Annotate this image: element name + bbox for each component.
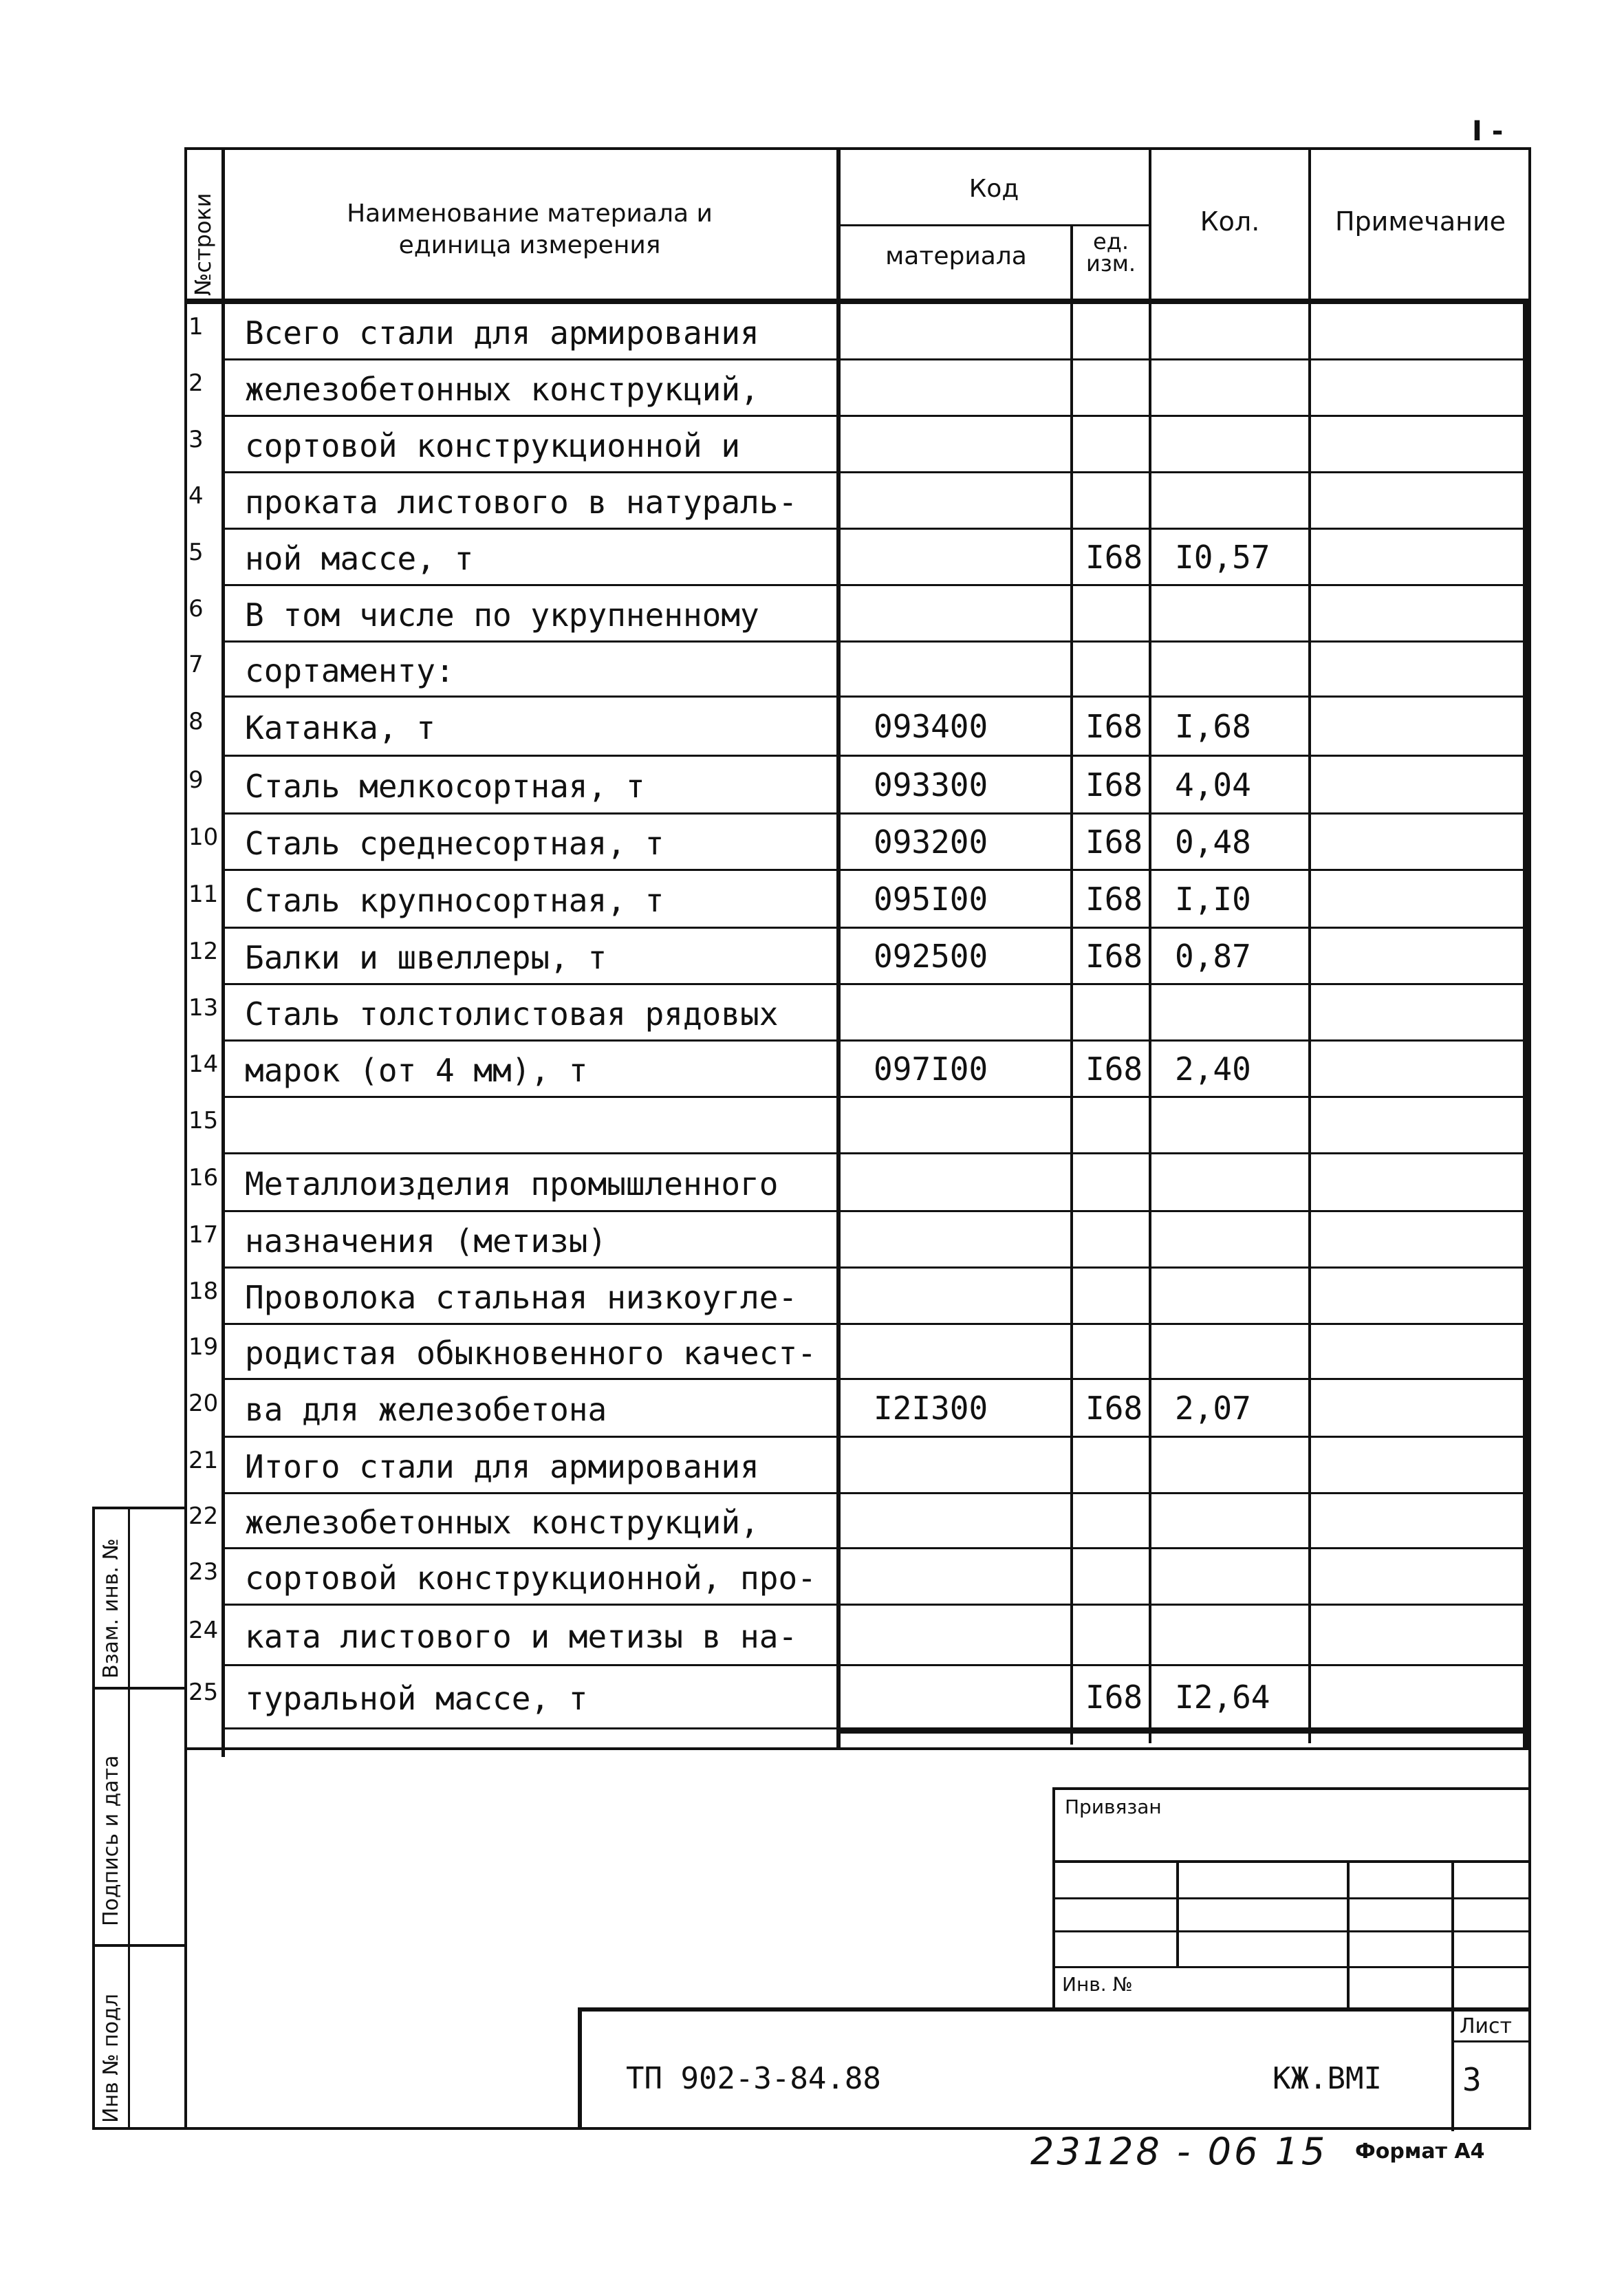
quantity: 0,48 — [1175, 823, 1251, 861]
row-number: 4 — [188, 482, 204, 510]
row-number: 16 — [188, 1164, 219, 1192]
header-name-line2: единица измерения — [398, 231, 661, 259]
material-code: 095I00 — [874, 881, 988, 918]
table-row — [184, 473, 1531, 530]
material-name: марок (от 4 мм), т — [245, 1052, 588, 1089]
quantity: 4,04 — [1175, 766, 1251, 804]
table-row — [184, 360, 1531, 417]
unit-code: I68 — [1085, 881, 1143, 918]
table-row — [184, 757, 1531, 815]
row-number: 3 — [188, 426, 204, 453]
table-row — [184, 1606, 1531, 1666]
table-row — [184, 1494, 1531, 1549]
unit-code: I68 — [1085, 938, 1143, 975]
material-code: 093400 — [874, 708, 988, 745]
row-number: 25 — [188, 1679, 219, 1706]
row-number: 1 — [188, 313, 204, 341]
page-mark: I - — [1472, 116, 1504, 147]
row-number: 20 — [188, 1390, 219, 1417]
table-row — [184, 1269, 1531, 1325]
sheet-number: 3 — [1462, 2061, 1482, 2098]
row-number: 9 — [188, 766, 204, 794]
stamp-podpis-data: Подпись и дата — [99, 1755, 123, 1926]
material-code: 093300 — [874, 766, 988, 804]
header-row-no: №строки — [190, 193, 216, 296]
unit-code: I68 — [1085, 1050, 1143, 1088]
material-name: ката листового и метизы в на- — [245, 1618, 798, 1655]
table-row — [184, 1098, 1531, 1154]
material-name: родистая обыкновенного качест- — [245, 1335, 816, 1372]
row-number: 14 — [188, 1050, 219, 1078]
row-number: 8 — [188, 708, 204, 735]
material-name: Металлоизделия промышленного — [245, 1165, 779, 1203]
header-unit-line1: ед. — [1093, 228, 1129, 255]
format-label: Формат А4 — [1355, 2139, 1485, 2164]
header-qty: Кол. — [1200, 206, 1260, 237]
handwritten-number: 23128 - 06 15 — [1030, 2130, 1328, 2173]
header-note: Примечание — [1334, 206, 1506, 237]
table-row — [184, 929, 1531, 985]
table-row — [184, 1212, 1531, 1269]
header-unit-line2: изм. — [1085, 250, 1136, 277]
row-number: 11 — [188, 881, 219, 908]
table-row — [184, 417, 1531, 473]
material-name: сортовой конструкционной и — [245, 427, 741, 464]
table-row — [184, 1549, 1531, 1606]
table-row — [184, 985, 1531, 1042]
material-name: сортаменту: — [245, 652, 455, 689]
material-name: В том числе по укрупненному — [245, 596, 759, 634]
unit-code: I68 — [1085, 1390, 1143, 1427]
row-number: 22 — [188, 1502, 219, 1530]
header-material: материала — [885, 242, 1027, 270]
material-name: Сталь крупносортная, т — [245, 882, 664, 919]
unit-code: I68 — [1085, 766, 1143, 804]
stamp-inv-podl: Инв № подл — [99, 1994, 123, 2123]
material-name: ной массе, т — [245, 540, 474, 577]
table-row — [184, 1666, 1531, 1729]
row-number: 10 — [188, 823, 219, 851]
material-name: назначения (метизы) — [245, 1222, 607, 1260]
row-number: 23 — [188, 1558, 219, 1586]
unit-code: I68 — [1085, 539, 1143, 576]
table-row — [184, 1325, 1531, 1380]
table-row — [184, 815, 1531, 871]
document-mark: КЖ.ВМI — [1273, 2061, 1382, 2096]
material-name: Сталь среднесортная, т — [245, 825, 664, 862]
material-name: Всего стали для армирования — [245, 314, 759, 352]
inv-no-label: Инв. № — [1062, 1973, 1133, 1996]
row-number: 2 — [188, 369, 204, 397]
table-row — [184, 530, 1531, 586]
header-name-line1: Наименование материала и — [347, 200, 713, 228]
table-row — [184, 643, 1531, 698]
material-name: проката листового в натураль- — [245, 484, 798, 521]
quantity: I,68 — [1175, 708, 1251, 745]
material-name: туральной массе, т — [245, 1680, 588, 1717]
row-number: 15 — [188, 1107, 219, 1134]
table-row — [184, 1438, 1531, 1494]
table-row — [184, 698, 1531, 757]
material-name: Катанка, т — [245, 709, 435, 746]
material-name: Сталь мелкосортная, т — [245, 768, 645, 805]
sheet-label: Лист — [1460, 2014, 1513, 2038]
material-name: Балки и швеллеры, т — [245, 939, 607, 976]
quantity: 2,07 — [1175, 1390, 1251, 1427]
material-code: I2I300 — [874, 1390, 988, 1427]
material-name: железобетонных конструкций, — [245, 1504, 759, 1541]
row-number: 24 — [188, 1617, 219, 1644]
quantity: I0,57 — [1175, 539, 1270, 576]
unit-code: I68 — [1085, 823, 1143, 861]
row-number: 12 — [188, 938, 219, 965]
quantity: 0,87 — [1175, 938, 1251, 975]
row-number: 6 — [188, 595, 204, 623]
material-name: Сталь толстолистовая рядовых — [245, 995, 779, 1033]
table-row — [184, 586, 1531, 643]
row-number: 5 — [188, 539, 204, 566]
table-row — [184, 1042, 1531, 1098]
material-name: железобетонных конструкций, — [245, 371, 759, 408]
row-number: 13 — [188, 994, 219, 1022]
quantity: I2,64 — [1175, 1679, 1270, 1716]
material-code: 092500 — [874, 938, 988, 975]
unit-code: I68 — [1085, 708, 1143, 745]
material-name: Проволока стальная низкоугле- — [245, 1279, 798, 1316]
table-row — [184, 871, 1531, 929]
material-name: ва для железобетона — [245, 1391, 607, 1428]
row-number: 19 — [188, 1333, 219, 1361]
row-number: 21 — [188, 1447, 219, 1474]
quantity: I,I0 — [1175, 881, 1251, 918]
table-row — [184, 304, 1531, 360]
material-code: 093200 — [874, 823, 988, 861]
unit-code: I68 — [1085, 1679, 1143, 1716]
row-number: 18 — [188, 1277, 219, 1305]
material-name: Итого стали для армирования — [245, 1448, 759, 1485]
material-name: сортовой конструкционной, про- — [245, 1560, 816, 1597]
privyazan-label: Привязан — [1065, 1796, 1162, 1818]
document-code: ТП 902-3-84.88 — [626, 2061, 881, 2096]
row-number: 17 — [188, 1221, 219, 1249]
table-row — [184, 1154, 1531, 1212]
header-code: Код — [968, 175, 1019, 203]
quantity: 2,40 — [1175, 1050, 1251, 1088]
stamp-vzam-inv: Взам. инв. № — [99, 1538, 123, 1679]
table-row — [184, 1380, 1531, 1438]
material-code: 097I00 — [874, 1050, 988, 1088]
row-number: 7 — [188, 651, 204, 678]
